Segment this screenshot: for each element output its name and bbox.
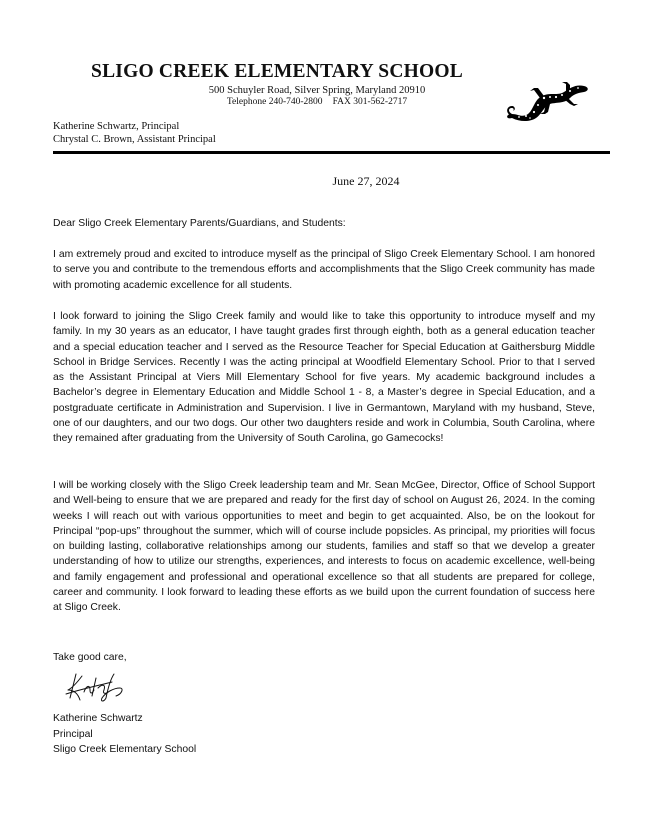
paragraph-background: I look forward to joining the Sligo Creek family and would like to take this opportunity to introduce myself and my family. In my 30 years as an educator, I have taught grades first through eighth, both as a general education teacher and a special education teacher and I served as the Resource Teacher for Special Education at Gaithersburg Middle School in Bridge Services. Recently I was the acting principal at Woodfield Elementary School. Prior to that I served as the Assistant Principal at Viers Mill Elementary School for five years. My academic background includes a Bachelor’s degree in Elementary Education and Middle School 1 - 8, a Master’s degree in Special Education, and a postgraduate certificate in Administration and Supervision. I live in Germantown, Maryland with my husband, Steve, one of our daughters, and our two dogs. Our other two daughters reside and work in Columbia, South Carolina, where they remained after graduating from the University of South Carolina, go Gamecocks! [53, 311, 595, 445]
salutation: Dear Sligo Creek Elementary Parents/Guardians, and Students: [53, 218, 346, 229]
paragraph-introduction: I am extremely proud and excited to introduce myself as the principal of Sligo Creek Elementary School. I am honored to serve you and contribute to the tremendous efforts and accomplishments that the Sligo Creek community has made with promoting academic excellence for all students. [53, 249, 595, 291]
assistant-principal-name: Chrystal C. Brown, Assistant Principal [53, 134, 216, 145]
letter-date: June 27, 2024 [332, 174, 400, 188]
school-address: 500 Schuyler Road, Silver Spring, Maryland 20910 [208, 85, 426, 96]
principal-name: Katherine Schwartz, Principal [53, 121, 180, 132]
handwritten-signature-icon [62, 670, 126, 704]
signer-title: Principal [53, 729, 93, 740]
school-name: SLIGO CREEK ELEMENTARY SCHOOL [91, 61, 463, 82]
paragraph-priorities: I will be working closely with the Sligo Creek leadership team and Mr. Sean McGee, Director, Office of School Support and Well-being to ensure that we are prepared and ready for the first day of school on August 26, 2024. In the coming weeks I will reach out with various opportunities to meet and begin to get acquainted. Also, be on the lookout for Principal “pop-ups” throughout the summer, which will of course include popsicles. As principal, my priorities will focus on building lasting, collaborative relationships among our students, families and staff so that we develop a greater understanding of how to utilize our strengths, experiences, and interests to focus on academic excellence, well-being and family engagement and professional and operational excellence so that all students are prepared for college, career and community. I look forward to leading these efforts as we build upon the current foundation of success here at Sligo Creek. [53, 480, 595, 614]
signer-name: Katherine Schwartz [53, 713, 143, 724]
telephone-number: Telephone 240-740-2800 [226, 97, 323, 107]
salamander-icon [504, 78, 590, 126]
signer-school: Sligo Creek Elementary School [53, 744, 197, 755]
closing: Take good care, [53, 652, 127, 663]
letterhead-divider [53, 151, 610, 154]
fax-number: FAX 301-562-2717 [332, 97, 408, 107]
